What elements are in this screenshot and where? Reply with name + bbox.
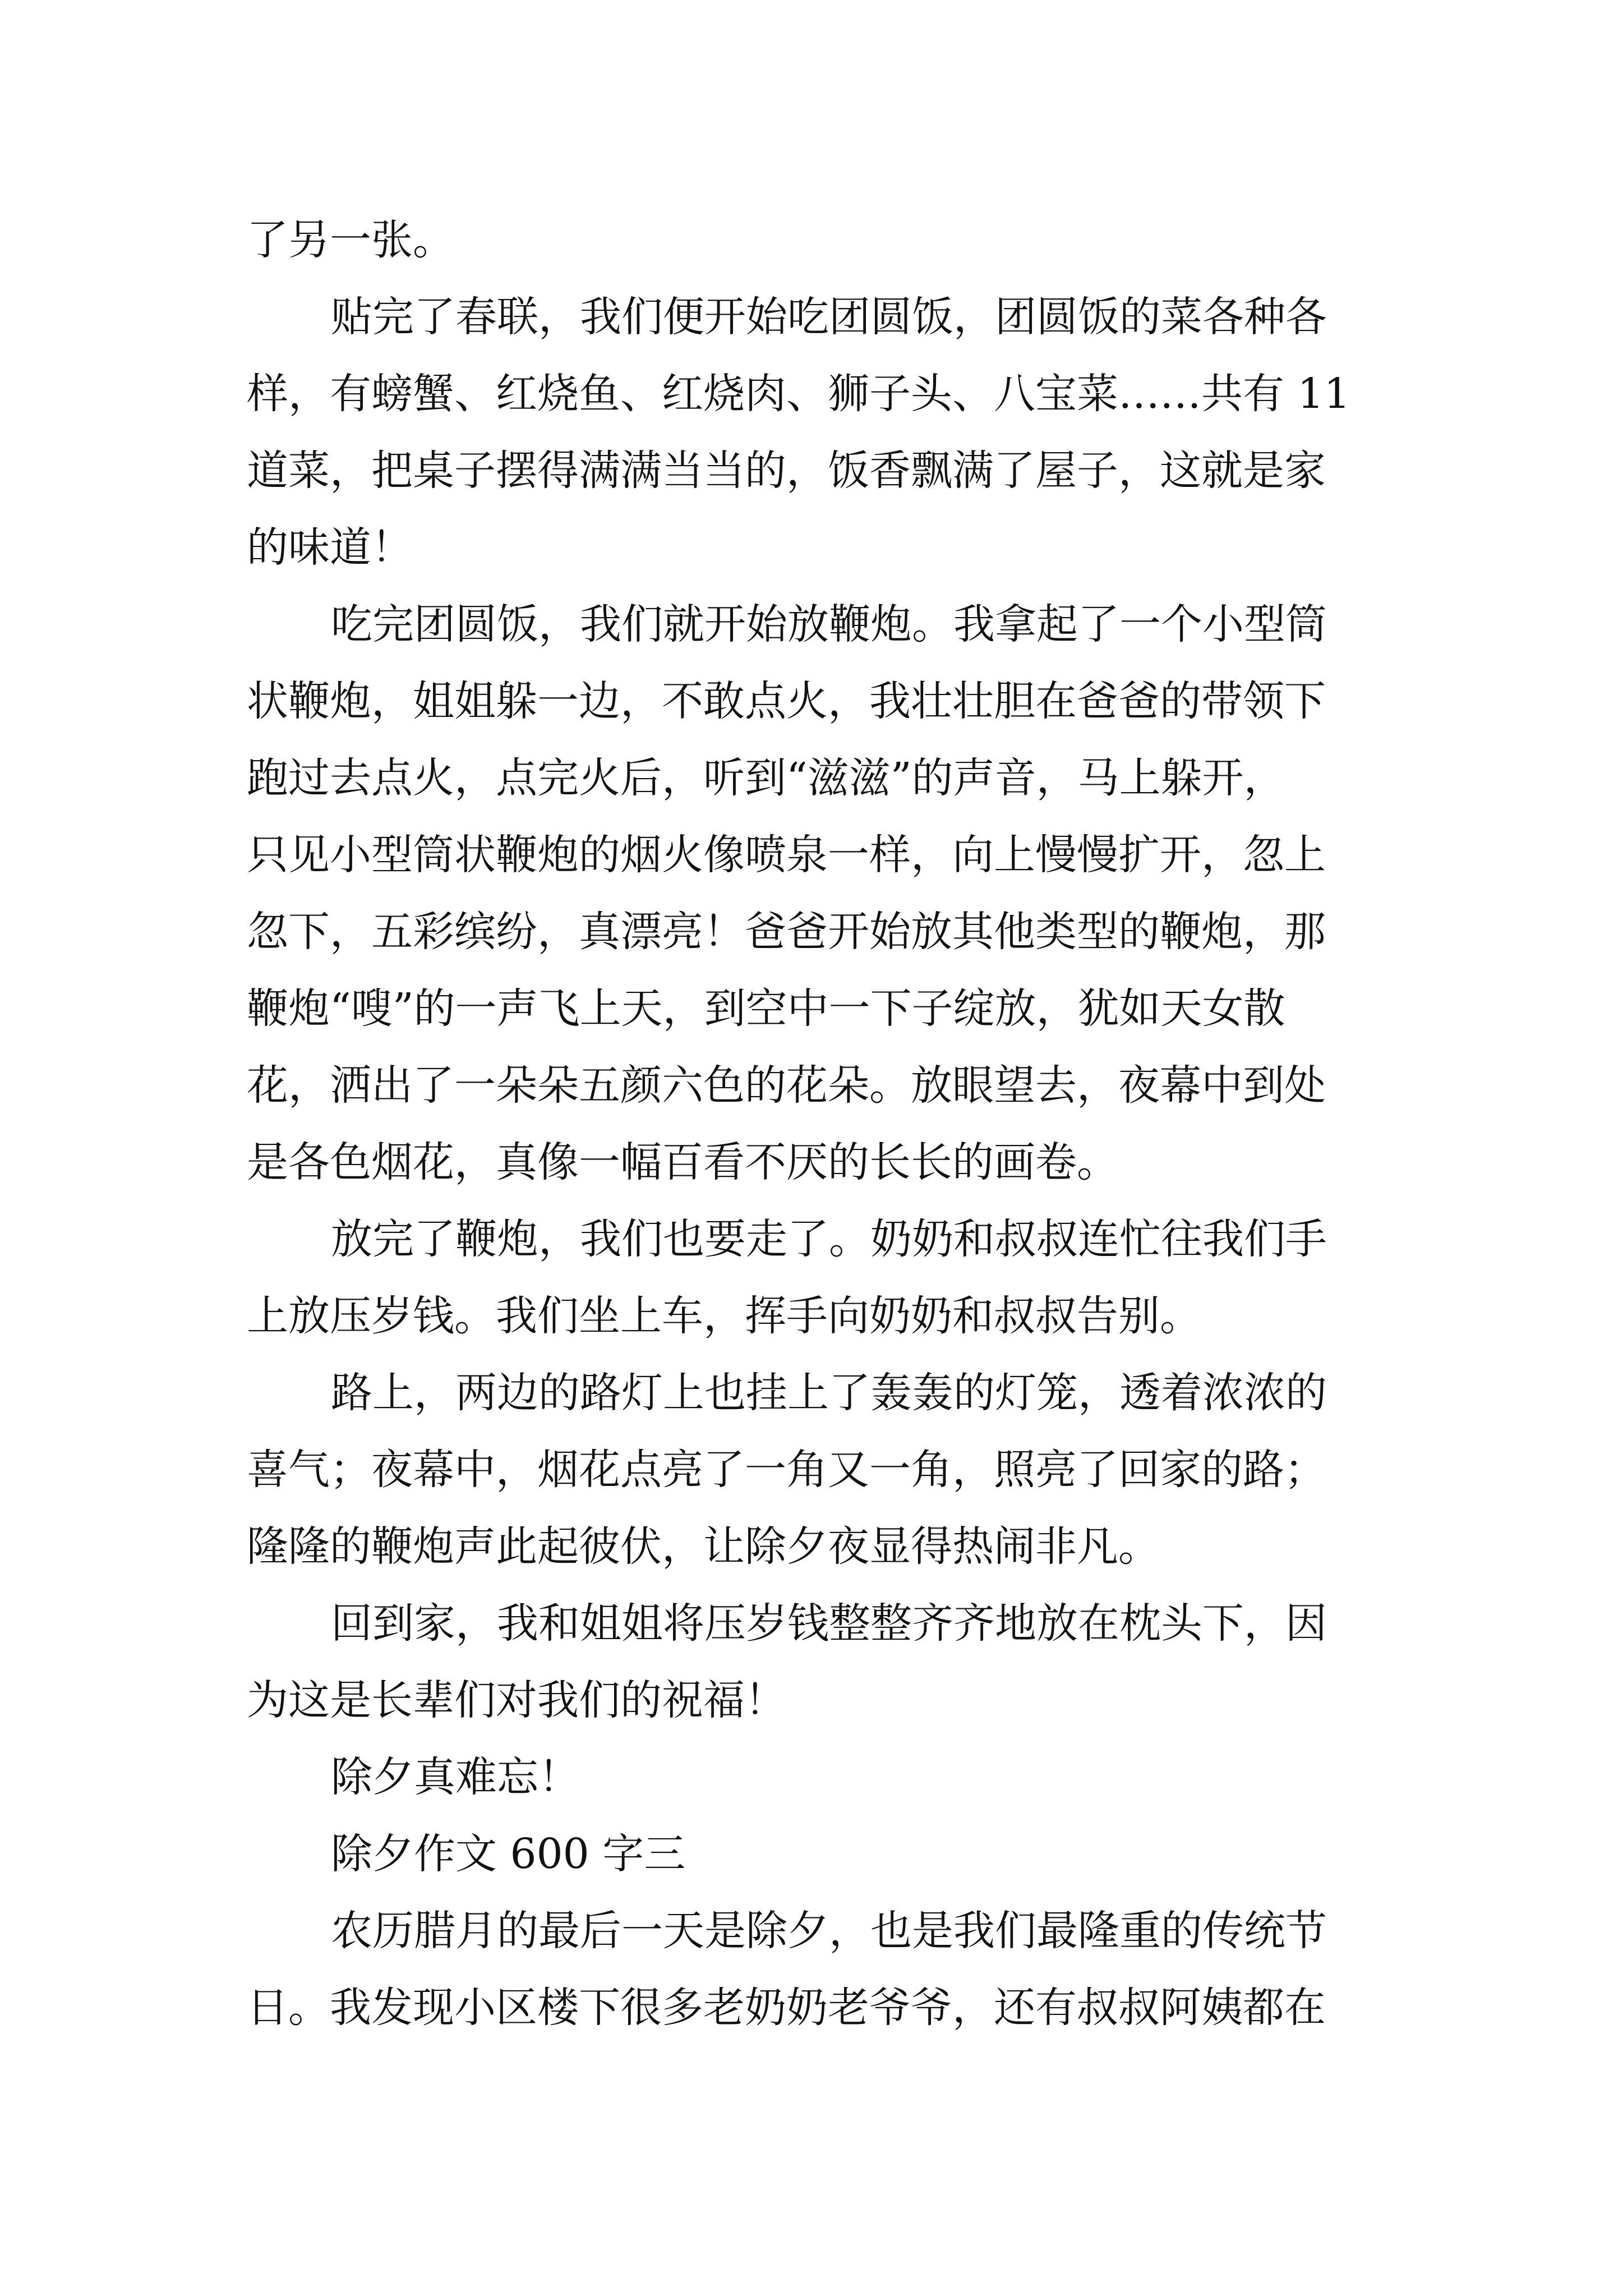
text-line: 吃完团圆饭，我们就开始放鞭炮。我拿起了一个小型筒	[331, 600, 1327, 648]
text-line: 回到家，我和姐姐将压岁钱整整齐齐地放在枕头下，因	[331, 1599, 1327, 1648]
text-line: 为这是长辈们对我们的祝福！	[247, 1676, 786, 1724]
text-line: 跑过去点火，点完火后，听到“滋滋”的声音，马上躲开，	[247, 754, 1285, 802]
text-line: 样，有螃蟹、红烧鱼、红烧肉、狮子头、八宝菜……共有 11	[247, 370, 1350, 418]
text-line: 只见小型筒状鞭炮的烟火像喷泉一样，向上慢慢扩开，忽上	[247, 831, 1326, 879]
text-line: 喜气；夜幕中，烟花点亮了一角又一角，照亮了回家的路；	[247, 1446, 1326, 1494]
text-line: 道菜，把桌子摆得满满当当的，饭香飘满了屋子，这就是家	[247, 447, 1326, 495]
text-line: 花，洒出了一朵朵五颜六色的花朵。放眼望去，夜幕中到处	[247, 1061, 1326, 1110]
text-line: 路上，两边的路灯上也挂上了轰轰的灯笼，透着浓浓的	[331, 1369, 1327, 1417]
text-line: 日。我发现小区楼下很多老奶奶老爷爷，还有叔叔阿姨都在	[247, 1984, 1326, 2032]
text-line: 鞭炮“嗖”的一声飞上天，到空中一下子绽放，犹如天女散	[247, 984, 1285, 1033]
text-line: 的味道！	[247, 523, 413, 572]
section-heading: 除夕作文 600 字三	[331, 1830, 686, 1878]
text-line: 忽下，五彩缤纷，真漂亮！爸爸开始放其他类型的鞭炮，那	[247, 908, 1326, 956]
text-line: 了另一张。	[247, 216, 454, 264]
text-line: 放完了鞭炮，我们也要走了。奶奶和叔叔连忙往我们手	[331, 1215, 1327, 1263]
document-body	[247, 202, 1368, 2046]
text-line: 上放压岁钱。我们坐上车，挥手向奶奶和叔叔告别。	[247, 1292, 1201, 1340]
text-line: 隆隆的鞭炮声此起彼伏，让除夕夜显得热闹非凡。	[247, 1522, 1160, 1571]
text-line: 除夕真难忘！	[331, 1753, 580, 1801]
text-line: 状鞭炮，姐姐躲一边，不敢点火，我壮壮胆在爸爸的带领下	[247, 677, 1326, 725]
text-line: 贴完了春联，我们便开始吃团圆饭，团圆饭的菜各种各	[331, 293, 1327, 341]
text-line: 农历腊月的最后一天是除夕，也是我们最隆重的传统节	[331, 1907, 1327, 1955]
text-line: 是各色烟花，真像一幅百看不厌的长长的画卷。	[247, 1138, 1118, 1186]
